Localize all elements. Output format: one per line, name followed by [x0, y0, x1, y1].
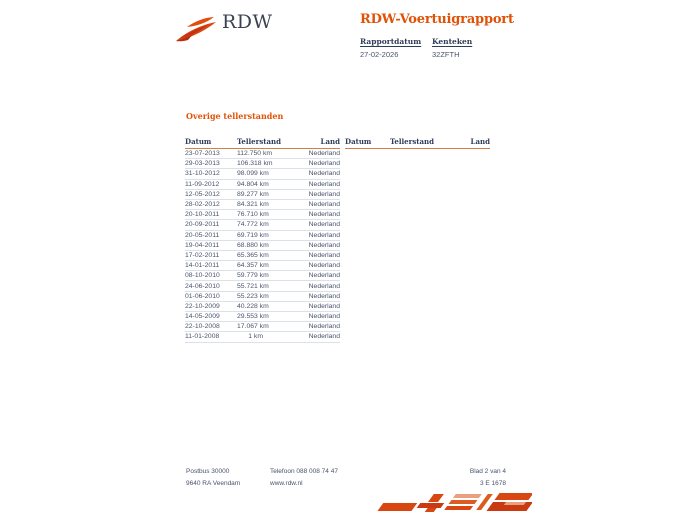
license-plate-block	[432, 37, 472, 59]
footer-address-line2: 9640 RA Veendam	[186, 480, 241, 487]
cell-land: Nederland	[308, 150, 340, 158]
odometer-table-header	[185, 136, 340, 149]
cell-land: Nederland	[308, 323, 340, 331]
cell-land: Nederland	[308, 241, 340, 249]
odometer-table-2-header	[345, 136, 490, 149]
odometer-table-body	[185, 149, 340, 343]
cell-datum: 12-05-2012	[185, 190, 220, 198]
table-row	[185, 200, 340, 210]
cell-datum: 28-02-2012	[185, 201, 220, 209]
cell-datum: 19-04-2011	[185, 241, 220, 249]
cell-datum: 08-10-2010	[185, 272, 220, 280]
cell-land: Nederland	[308, 180, 340, 188]
cell-tellerstand: 98.099 km	[237, 170, 269, 178]
cell-datum: 20-10-2011	[185, 211, 220, 219]
cell-datum: 14-01-2011	[185, 262, 220, 270]
odometer-table	[185, 136, 340, 343]
cell-land: Nederland	[308, 221, 340, 229]
cell-tellerstand: 68.880 km	[237, 241, 269, 249]
cell-tellerstand: 89.277 km	[237, 190, 269, 198]
column-header-tellerstand: Tellerstand	[237, 137, 282, 146]
column-header-land: Land	[470, 137, 490, 146]
table-row	[185, 261, 340, 271]
cell-datum: 22-10-2008	[185, 323, 220, 331]
cell-tellerstand: 1 km	[248, 333, 263, 341]
cell-land: Nederland	[308, 190, 340, 198]
report-date-value: 27-02-2026	[360, 50, 399, 59]
table-row	[185, 159, 340, 169]
cell-datum: 11-01-2008	[185, 333, 220, 341]
cell-datum: 17-02-2011	[185, 251, 220, 259]
cell-land: Nederland	[308, 170, 340, 178]
cell-tellerstand: 69.719 km	[237, 231, 269, 239]
footer-address	[186, 466, 240, 490]
cell-datum: 29-03-2013	[185, 160, 220, 168]
report-date-label: Rapportdatum	[360, 37, 422, 46]
table-row	[185, 281, 340, 291]
page-title: RDW-Voertuigrapport	[360, 12, 514, 27]
cell-land: Nederland	[308, 201, 340, 209]
cell-land: Nederland	[308, 333, 340, 341]
cell-datum: 20-05-2011	[185, 231, 220, 239]
footer-website: www.rdw.nl	[270, 480, 303, 487]
cell-datum: 31-10-2012	[185, 170, 220, 178]
table-row	[185, 210, 340, 220]
table-row	[185, 251, 340, 261]
cell-land: Nederland	[308, 231, 340, 239]
cell-tellerstand: 74.772 km	[237, 221, 269, 229]
cell-tellerstand: 64.357 km	[237, 262, 269, 270]
cell-tellerstand: 65.365 km	[237, 251, 269, 259]
footer-page-info	[420, 466, 506, 490]
report-date-block	[360, 37, 421, 59]
table-row	[185, 241, 340, 251]
cell-tellerstand: 106.318 km	[237, 160, 273, 168]
table-row	[185, 169, 340, 179]
cell-datum: 11-09-2012	[185, 180, 220, 188]
cell-tellerstand: 40.228 km	[237, 302, 269, 310]
footer-phone: Telefoon 088 008 74 47	[270, 468, 338, 475]
table-row	[185, 180, 340, 190]
rdw-logo-icon	[174, 14, 218, 46]
footer-contact	[270, 466, 338, 490]
table-row	[185, 312, 340, 322]
rdw-footer-graphic	[374, 491, 532, 513]
section-title-overige-tellerstanden: Overige tellerstanden	[186, 111, 284, 121]
cell-datum: 01-06-2010	[185, 292, 220, 300]
table-row	[185, 220, 340, 230]
column-header-tellerstand: Tellerstand	[390, 137, 435, 146]
cell-tellerstand: 112.750 km	[237, 150, 273, 158]
table-row	[185, 292, 340, 302]
cell-land: Nederland	[308, 282, 340, 290]
table-row	[185, 271, 340, 281]
cell-land: Nederland	[308, 302, 340, 310]
cell-land: Nederland	[308, 313, 340, 321]
cell-tellerstand: 94.804 km	[237, 180, 269, 188]
license-plate-label: Kenteken	[432, 37, 473, 46]
table-row	[185, 231, 340, 241]
table-row	[185, 332, 340, 342]
rdw-wordmark: RDW	[222, 11, 273, 33]
cell-land: Nederland	[308, 211, 340, 219]
footer-doc-code: 3 E 1678	[479, 480, 506, 487]
cell-datum: 23-07-2013	[185, 150, 220, 158]
footer-page-indicator: Blad 2 van 4	[469, 468, 506, 475]
column-header-datum: Datum	[345, 137, 372, 146]
table-row	[185, 322, 340, 332]
column-header-datum: Datum	[185, 137, 212, 146]
cell-land: Nederland	[308, 262, 340, 270]
footer-address-line1: Postbus 30000	[186, 468, 230, 475]
cell-datum: 22-10-2009	[185, 302, 220, 310]
cell-tellerstand: 29.553 km	[237, 313, 269, 321]
cell-tellerstand: 55.721 km	[237, 282, 269, 290]
cell-tellerstand: 76.710 km	[237, 211, 269, 219]
cell-tellerstand: 59.779 km	[237, 272, 269, 280]
cell-tellerstand: 84.321 km	[237, 201, 269, 209]
license-plate-value: 32ZFTH	[432, 50, 460, 59]
table-row	[185, 302, 340, 312]
cell-tellerstand: 17.067 km	[237, 323, 269, 331]
cell-land: Nederland	[308, 292, 340, 300]
odometer-table-continued	[345, 136, 490, 149]
column-header-land: Land	[320, 137, 340, 146]
table-row	[185, 149, 340, 159]
cell-land: Nederland	[308, 160, 340, 168]
cell-datum: 24-06-2010	[185, 282, 220, 290]
cell-land: Nederland	[308, 251, 340, 259]
table-row	[185, 190, 340, 200]
cell-datum: 14-05-2009	[185, 313, 220, 321]
cell-tellerstand: 55.223 km	[237, 292, 269, 300]
cell-land: Nederland	[308, 272, 340, 280]
cell-datum: 20-09-2011	[185, 221, 220, 229]
